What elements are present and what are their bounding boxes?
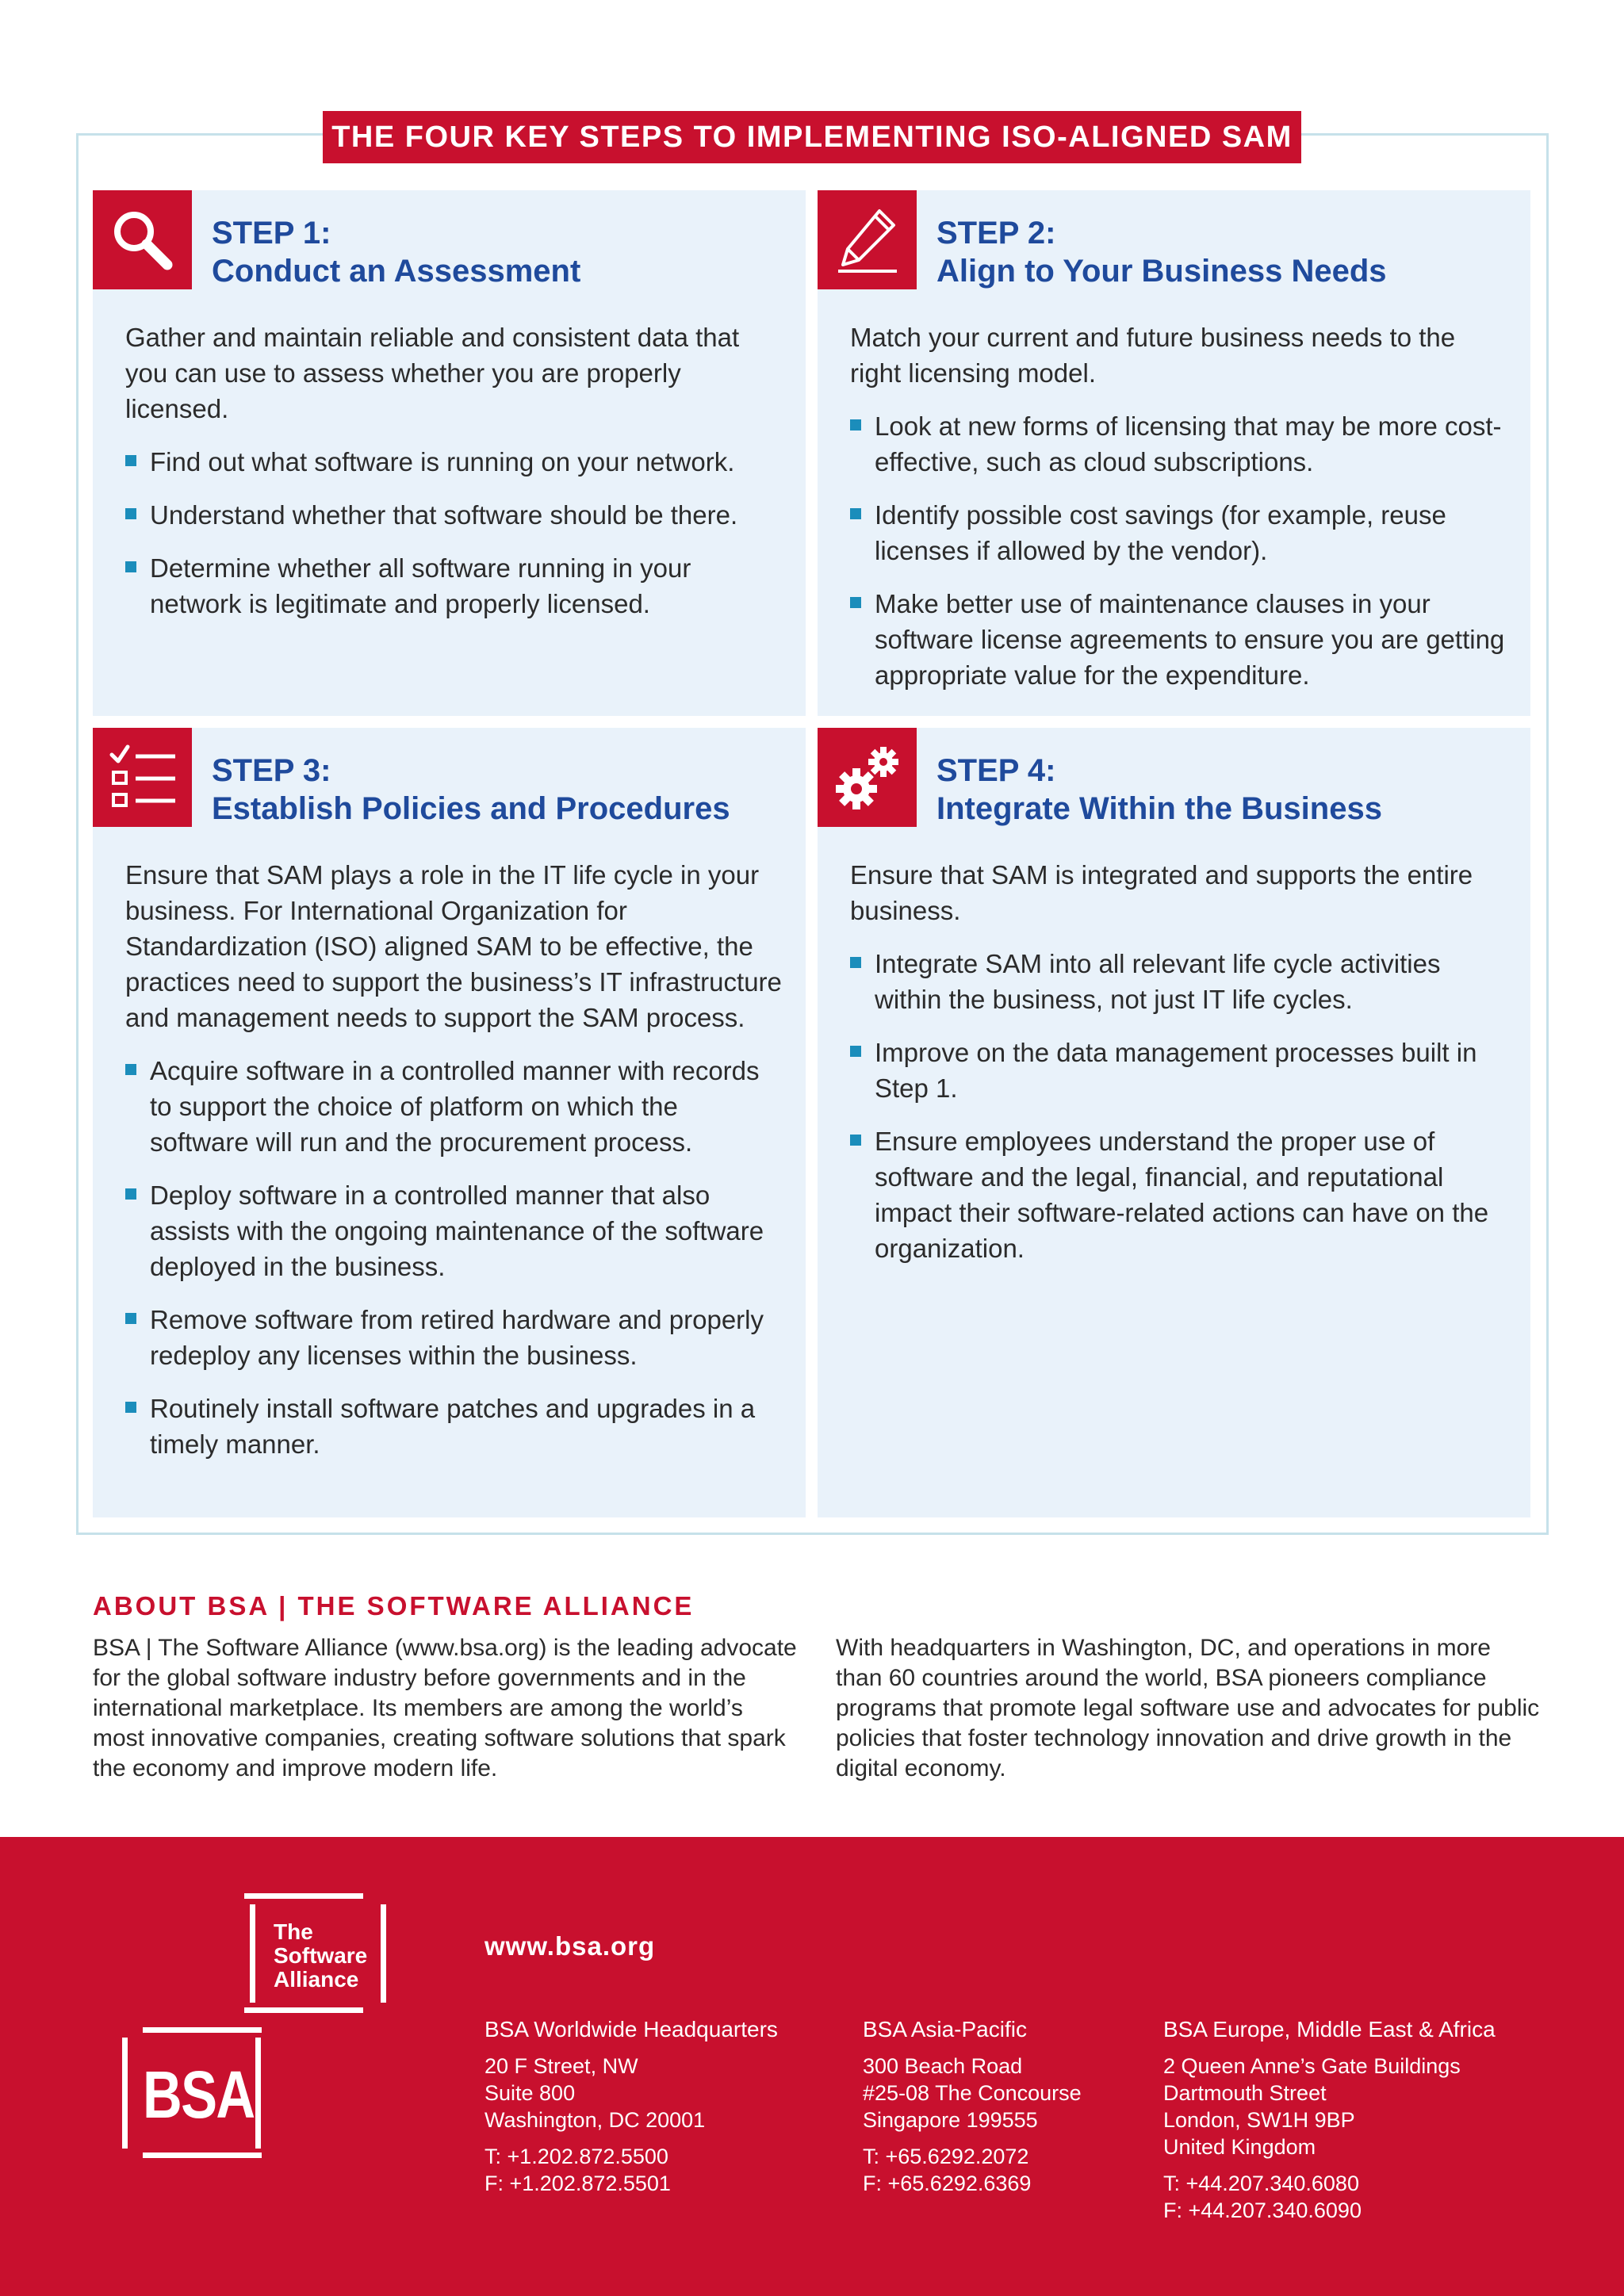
bullet-item: Understand whether that software should be there. — [125, 497, 783, 533]
bullet-item: Deploy software in a controlled manner that also assists with the ongoing maintenance of the software deployed in the business. — [125, 1177, 783, 1284]
address-line: Dartmouth Street — [1163, 2081, 1327, 2105]
step-3-label: STEP 3: — [212, 753, 331, 788]
step-4-body — [850, 857, 1508, 1284]
address-line: Washington, DC 20001 — [485, 2108, 706, 2132]
bullet-item: Ensure employees understand the proper use of software and the legal, financial, and reputational impact their software-related actions can have on the organization. — [850, 1123, 1508, 1266]
bsa-logo — [119, 1887, 396, 2164]
step-1-intro: Gather and maintain reliable and consistent data that you can use to assess whether you are properly licensed. — [125, 323, 740, 423]
office-address — [863, 2053, 1082, 2133]
address-line: 20 F Street, NW — [485, 2054, 638, 2078]
address-line: Singapore 199555 — [863, 2108, 1038, 2132]
bullet-item: Acquire software in a controlled manner with records to support the choice of platform on which the software will run and the procurement process. — [125, 1053, 783, 1160]
step-4-title: Integrate Within the Business — [936, 791, 1382, 826]
about-title: ABOUT BSA | THE SOFTWARE ALLIANCE — [93, 1591, 695, 1621]
bullet-item: Integrate SAM into all relevant life cycle activities within the business, not just IT life cycles. — [850, 946, 1508, 1017]
office-name: BSA Worldwide Headquarters — [485, 2017, 778, 2042]
logo-line-2: Software — [274, 1943, 368, 1968]
checklist-icon — [93, 728, 192, 827]
office-asia-pacific — [863, 2016, 1082, 2197]
gears-icon — [818, 728, 917, 827]
bullet-item: Look at new forms of licensing that may be more cost-effective, such as cloud subscriptions. — [850, 408, 1508, 480]
office-hq — [485, 2016, 778, 2197]
bullet-item: Identify possible cost savings (for example, reuse licenses if allowed by the vendor). — [850, 497, 1508, 568]
office-phone: T: +44.207.340.6080 — [1163, 2172, 1359, 2195]
step-1-label: STEP 1: — [212, 216, 331, 251]
footer-url[interactable]: www.bsa.org — [485, 1931, 656, 1961]
office-name: BSA Europe, Middle East & Africa — [1163, 2017, 1496, 2042]
magnifier-icon — [93, 190, 192, 289]
office-phone: T: +1.202.872.5500 — [485, 2145, 668, 2168]
address-line: 300 Beach Road — [863, 2054, 1023, 2078]
steps-banner: THE FOUR KEY STEPS TO IMPLEMENTING ISO-ALIGNED SAM — [323, 111, 1301, 163]
step-3-intro: Ensure that SAM plays a role in the IT life cycle in your business. For International Organization for Standardization (ISO) aligned SAM to be effective, the practices need to support the business’s IT infrastructure and management needs to support the SAM process. — [125, 860, 782, 1032]
office-emea — [1163, 2016, 1496, 2224]
bullet-item: Improve on the data management processes built in Step 1. — [850, 1035, 1508, 1106]
step-4-intro: Ensure that SAM is integrated and supports the entire business. — [850, 860, 1473, 925]
step-2-title: Align to Your Business Needs — [936, 254, 1387, 289]
office-fax: F: +65.6292.6369 — [863, 2172, 1032, 2195]
address-line: 2 Queen Anne’s Gate Buildings — [1163, 2054, 1461, 2078]
office-phone: T: +65.6292.2072 — [863, 2145, 1029, 2168]
step-3-body — [125, 857, 783, 1479]
step-1-panel — [93, 190, 806, 716]
bullet-item: Find out what software is running on your network. — [125, 444, 783, 480]
address-line: Suite 800 — [485, 2081, 576, 2105]
address-line: London, SW1H 9BP — [1163, 2108, 1355, 2132]
address-line: United Kingdom — [1163, 2135, 1316, 2159]
office-fax: F: +1.202.872.5501 — [485, 2172, 671, 2195]
office-fax: F: +44.207.340.6090 — [1163, 2198, 1362, 2222]
step-1-body — [125, 320, 783, 639]
office-address — [1163, 2053, 1496, 2160]
step-2-intro: Match your current and future business needs to the right licensing model. — [850, 323, 1456, 388]
step-2-panel — [818, 190, 1530, 716]
bullet-item: Remove software from retired hardware and properly redeploy any licenses within the business. — [125, 1302, 783, 1373]
step-4-panel — [818, 728, 1530, 1517]
step-1-title: Conduct an Assessment — [212, 254, 581, 289]
step-4-label: STEP 4: — [936, 753, 1056, 788]
step-4-bullets — [850, 946, 1508, 1266]
bullet-item: Make better use of maintenance clauses in your software license agreements to ensure you are getting appropriate value for the expenditure. — [850, 586, 1508, 693]
bullet-item: Routinely install software patches and upgrades in a timely manner. — [125, 1391, 783, 1462]
logo-bsa: BSA — [143, 2057, 255, 2132]
step-3-title: Establish Policies and Procedures — [212, 791, 730, 826]
about-text-right: With headquarters in Washington, DC, and operations in more than 60 countries around the world, BSA pioneers compliance programs that promote legal software use and advocates for public policies that foster technology innovation and drive growth in the digital economy. — [836, 1635, 1540, 1781]
step-3-bullets — [125, 1053, 783, 1462]
step-1-bullets — [125, 444, 783, 622]
office-address — [485, 2053, 778, 2133]
step-2-bullets — [850, 408, 1508, 693]
step-2-label: STEP 2: — [936, 216, 1056, 251]
about-text-left: BSA | The Software Alliance (www.bsa.org) is the leading advocate for the global software industry before governments and in the international marketplace. Its members are among the world’s most innovative companies, creating software solutions that spark the economy and improve modern life. — [93, 1635, 797, 1781]
logo-line-1: The — [274, 1919, 313, 1944]
bullet-item: Determine whether all software running in your network is legitimate and properly licensed. — [125, 550, 783, 622]
logo-line-3: Alliance — [274, 1967, 359, 1992]
pencil-icon — [818, 190, 917, 289]
step-2-body — [850, 320, 1508, 710]
office-name: BSA Asia-Pacific — [863, 2017, 1027, 2042]
address-line: #25-08 The Concourse — [863, 2081, 1082, 2105]
step-3-panel — [93, 728, 806, 1517]
